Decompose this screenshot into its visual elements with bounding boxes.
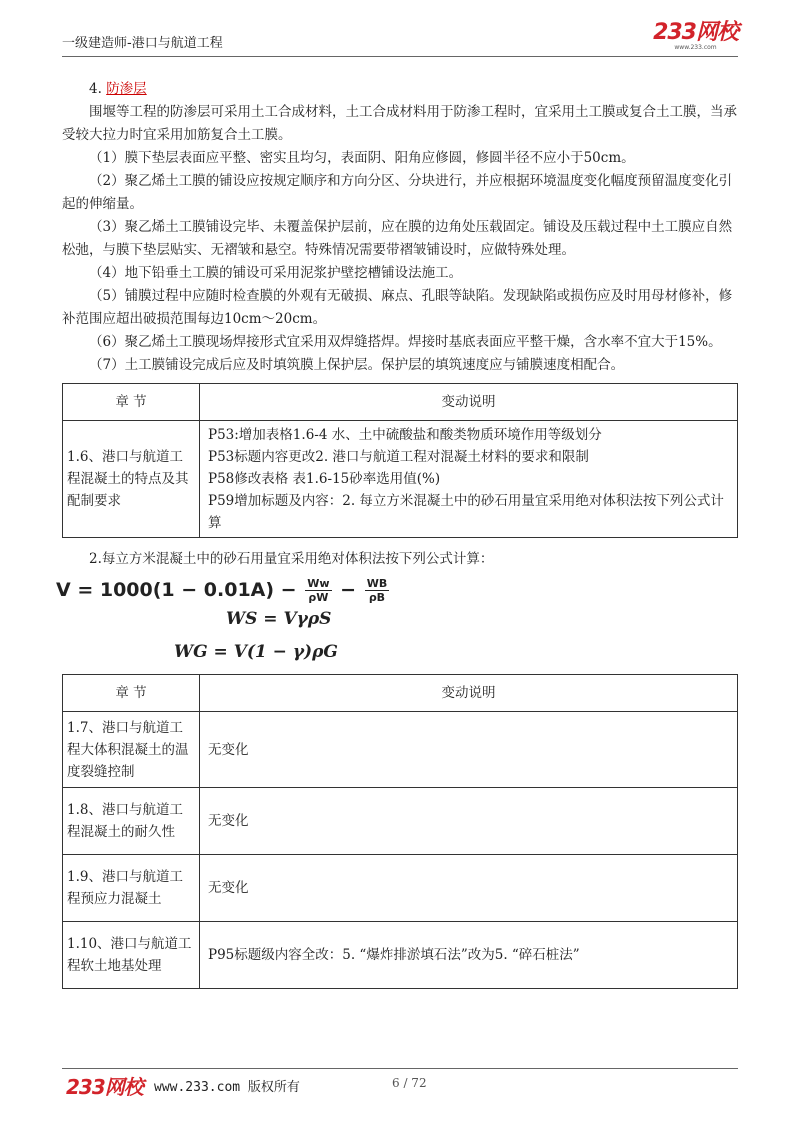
fraction-denominator: ρB [368,591,386,604]
formula-gravel: WG = V(1 − γ)ρG [174,642,338,662]
formula-volume [56,577,738,604]
list-item: （1）膜下垫层表面应平整、密实且均匀，表面阴、阳角应修圆，修圆半径不应小于50cm。 [89,150,635,166]
section-number: 4. [89,81,102,97]
fraction-binder [365,577,390,604]
chapter-cell: 1.9、港口与航道工程预应力混凝土 [63,855,200,922]
section-label: 防渗层 [106,81,147,97]
page-header [62,22,738,57]
fraction-water [305,577,331,604]
column-header-chapter: 章 节 [63,384,200,421]
logo-mark: 233网校 [653,20,738,45]
changes-cell: P95标题级内容全改：5. “爆炸排淤填石法”改为5. “碎石桩法” [200,922,738,989]
list-item: （4）地下铅垂土工膜的铺设可采用泥浆护壁挖槽铺设法施工。 [89,265,463,281]
changes-table-2 [62,674,738,989]
column-header-changes: 变动说明 [200,675,738,712]
list-item: （3）聚乙烯土工膜铺设完毕、未覆盖保护层前，应在膜的边角处压载固定。铺设及压载过程中土工膜应自然松弛，与膜下垫层贴实、无褶皱和悬空。特殊情况需要带褶皱铺设时，应做特殊处理。 [62,219,733,258]
table-row [63,855,738,922]
section-heading [62,78,738,101]
list-item: （6）聚乙烯土工膜现场焊接形式宜采用双焊缝搭焊。焊接时基底表面应平整干燥，含水率不宜大于15%。 [89,334,722,350]
table-header-row [63,384,738,421]
page-footer [62,1068,738,1103]
change-line: P59增加标题及内容：2. 每立方米混凝土中的砂石用量宜采用绝对体积法按下列公式计算 [208,493,724,531]
table-row [63,922,738,989]
change-line: P53:增加表格1.6-4 水、土中硫酸盐和酸类物质环境作用等级划分 [208,427,602,443]
list-item: （5）铺膜过程中应随时检查膜的外观有无破损、麻点、孔眼等缺陷。发现缺陷或损伤应及时用母材修补，修补范围应超出破损范围每边10cm～20cm。 [62,288,733,327]
table-header-row [63,675,738,712]
change-line: P58修改表格 表1.6-15砂率选用值(%) [208,471,441,487]
changes-cell: 无变化 [200,712,738,788]
changes-cell: 无变化 [200,788,738,855]
list-item: （2）聚乙烯土工膜的铺设应按规定顺序和方向分区、分块进行，并应根据环境温度变化幅度预留温度变化引起的伸缩量。 [62,173,733,212]
changes-cell: 无变化 [200,855,738,922]
page-number: 6 / 72 [392,1076,427,1090]
column-header-changes: 变动说明 [200,384,738,421]
list-item: （7）土工膜铺设完成后应及时填筑膜上保护层。保护层的填筑速度应与铺膜速度相配合。 [89,357,625,373]
fraction-numerator: WB [366,577,388,590]
logo-url: www.233.com [674,44,717,51]
section-intro: 围堰等工程的防渗层可采用土工合成材料，土工合成材料用于防渗工程时，宜采用土工膜或复合土工膜，当承受较大拉力时宜采用加筋复合土工膜。 [62,104,737,143]
header-title: 一级建造师-港口与航道工程 [62,36,223,51]
page-content [56,78,738,989]
footer-copyright: www.233.com 版权所有 [154,1080,300,1095]
footer-logo: 233网校 [66,1075,143,1099]
chapter-cell: 1.6、港口与航道工程混凝土的特点及其配制要求 [63,421,200,538]
formula-intro: 2.每立方米混凝土中的砂石用量宜采用绝对体积法按下列公式计算： [89,551,494,567]
table-row [63,788,738,855]
changes-table-1 [62,383,738,538]
fraction-numerator: Ww [307,577,330,590]
chapter-cell: 1.10、港口与航道工程软土地基处理 [63,922,200,989]
changes-cell [200,421,738,538]
formula-minus: − [340,579,357,601]
chapter-cell: 1.8、港口与航道工程混凝土的耐久性 [63,788,200,855]
brand-logo [653,22,738,52]
fraction-denominator: ρW [308,591,329,604]
chapter-cell: 1.7、港口与航道工程大体积混凝土的温度裂缝控制 [63,712,200,788]
change-line: P53标题内容更改2. 港口与航道工程对混凝土材料的要求和限制 [208,449,589,465]
formula-sand: WS = VγρS [226,609,332,629]
table-row [63,421,738,538]
formula-volume-lhs: V = 1000(1 − 0.01A) − [56,579,297,601]
table-row [63,712,738,788]
column-header-chapter: 章 节 [63,675,200,712]
